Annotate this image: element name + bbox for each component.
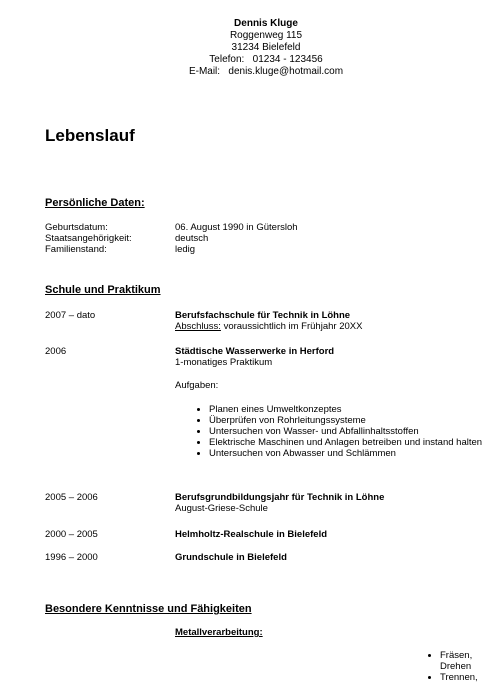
city-address: 31234 Bielefeld (231, 42, 301, 53)
personal-value: deutsch (175, 233, 209, 244)
entry-title: Grundschule in Bielefeld (175, 552, 287, 563)
section-heading-school: Schule und Praktikum (45, 284, 161, 296)
entry-sub-label: Abschluss: (175, 321, 221, 332)
list-item: • Überprüfen von Rohrleitungssysteme (209, 415, 494, 426)
list-item: • Trennen, (440, 672, 484, 683)
header (0, 18, 494, 78)
entry-title: Berufsgrundbildungsjahr für Technik in Löhne (175, 492, 385, 503)
entry-subline (175, 321, 362, 332)
applicant-name: Dennis Kluge (234, 18, 298, 29)
personal-label: Staatsangehörigkeit: (45, 233, 132, 244)
tasks-label: Aufgaben: (175, 380, 219, 391)
personal-label: Geburtsdatum: (45, 222, 108, 233)
entry-sub-text: voraussichtlich im Frühjahr 20XX (220, 321, 363, 332)
phone-line: Telefon: 01234 - 123456 (209, 54, 323, 65)
tasks-list (175, 404, 494, 459)
entry-title: Helmholtz-Realschule in Bielefeld (175, 529, 328, 540)
section-heading-personal: Persönliche Daten: (45, 197, 145, 209)
personal-value: 06. August 1990 in Gütersloh (175, 222, 298, 233)
list-item: • Elektrische Maschinen und Anlagen betreiben und instand halten (209, 437, 494, 448)
section-heading-skills: Besondere Kenntnisse und Fähigkeiten (45, 603, 252, 615)
entry-period: 2000 – 2005 (45, 529, 98, 540)
skills-subheading: Metallverarbeitung: (175, 627, 263, 638)
entry-title: Städtische Wasserwerke in Herford (175, 346, 335, 357)
entry-title: Berufsfachschule für Technik in Löhne (175, 310, 351, 321)
street-address: Roggenweg 115 (229, 30, 303, 41)
email-line: E-Mail: denis.kluge@hotmail.com (188, 66, 344, 77)
list-item: • Planen eines Umweltkonzeptes (209, 404, 494, 415)
skills-list (428, 650, 484, 683)
entry-subline: August-Griese-Schule (175, 503, 268, 514)
list-item: • Untersuchen von Abwasser und Schlämmen (209, 448, 494, 459)
entry-period: 2007 – dato (45, 310, 96, 321)
entry-subline: 1-monatiges Praktikum (175, 357, 273, 368)
personal-label: Familienstand: (45, 244, 107, 255)
list-item: • Untersuchen von Wasser- und Abfallinhaltsstoffen (209, 426, 494, 437)
personal-value: ledig (175, 244, 196, 255)
page-title: Lebenslauf (45, 126, 135, 145)
entry-period: 1996 – 2000 (45, 552, 98, 563)
entry-period: 2006 (45, 346, 67, 357)
entry-period: 2005 – 2006 (45, 492, 98, 503)
list-item: • Fräsen, Drehen (440, 650, 484, 672)
